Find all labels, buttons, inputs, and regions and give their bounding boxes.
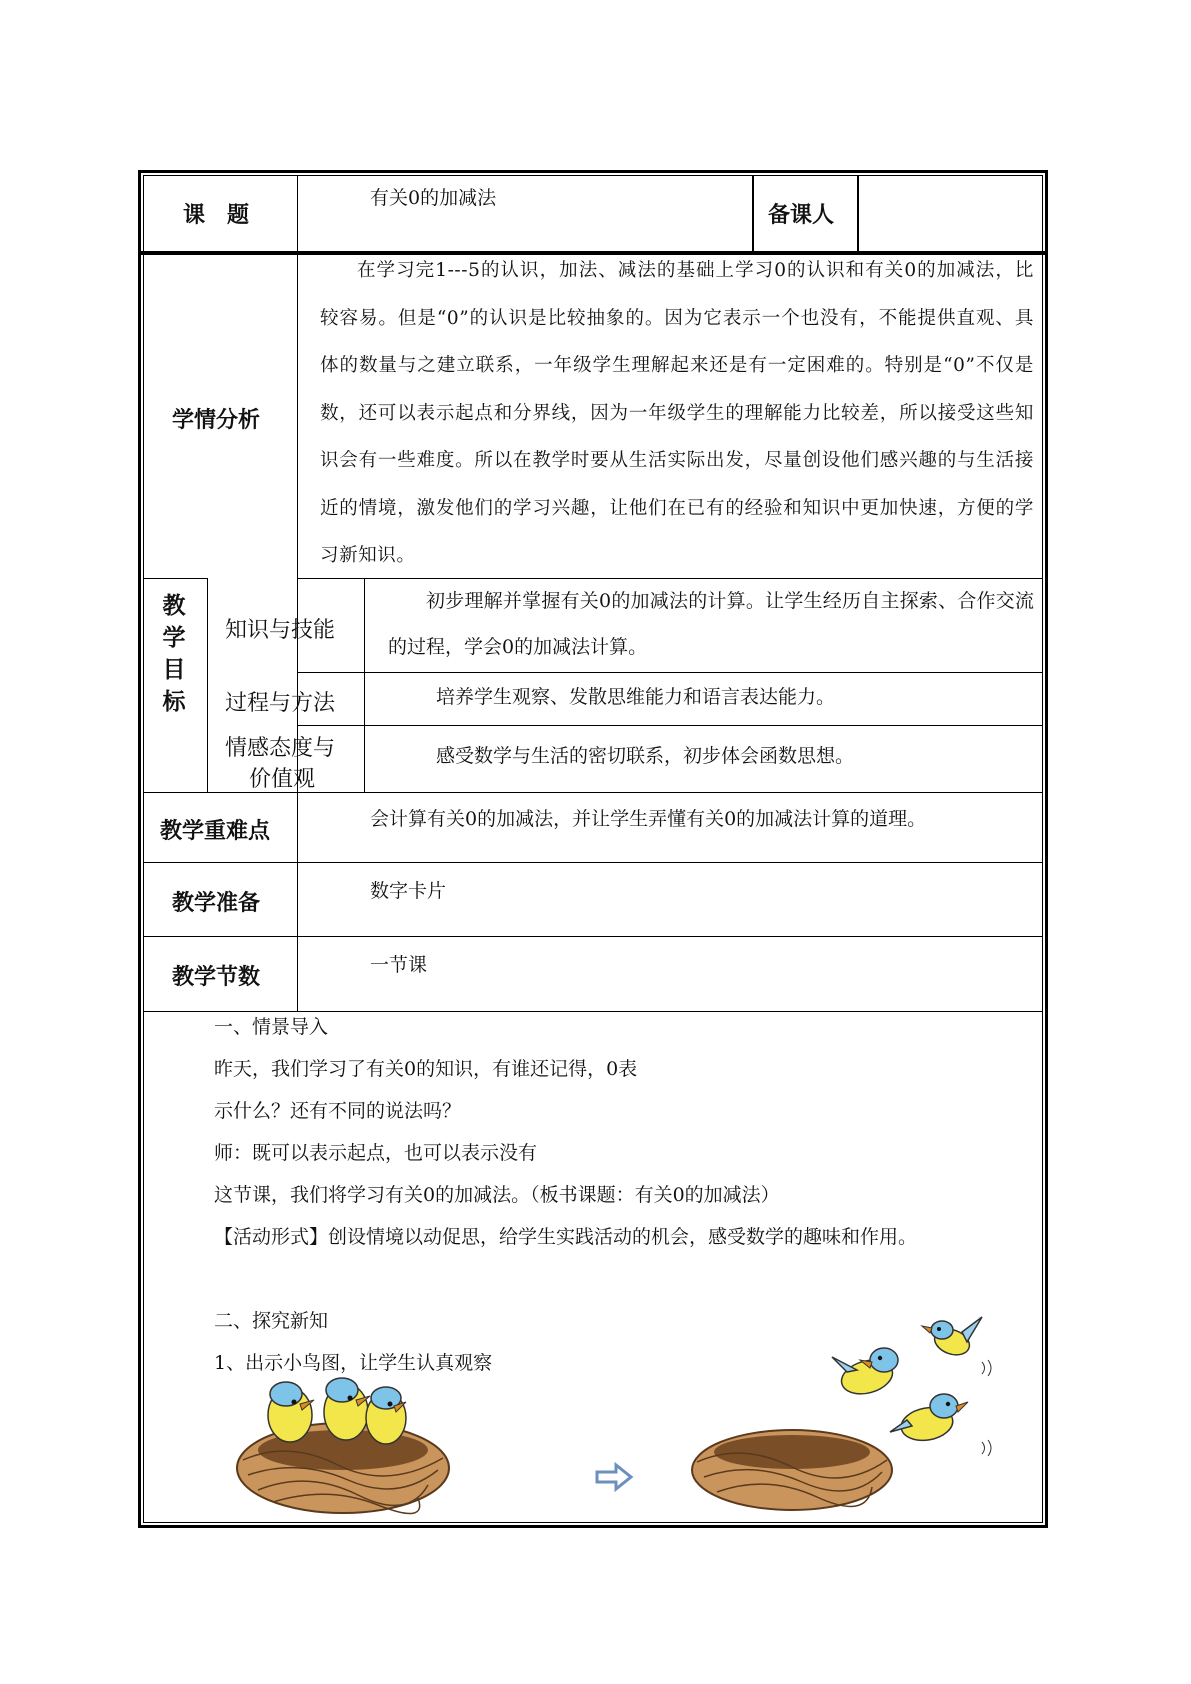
arrow-right-icon (594, 1462, 634, 1492)
periods-label: 教学节数 (172, 965, 261, 990)
preparer-label: 备课人 (768, 203, 835, 228)
row-separator (143, 862, 1043, 863)
preparation-label: 教学准备 (172, 891, 261, 916)
topic-label: 课 题 (183, 203, 250, 228)
col-separator (297, 175, 298, 1011)
process-line: 这节课，我们将学习有关0的加减法。（板书课题：有关0的加减法） (214, 1184, 780, 1206)
goals-label: 教 学 目 标 (162, 593, 186, 715)
topic-value: 有关0的加减法 (370, 187, 497, 209)
goal-text-attitude: 感受数学与生活的密切联系，初步体会函数思想。 (436, 745, 855, 767)
goal-name-attitude-1: 情感态度与 (225, 736, 336, 761)
col-separator (364, 578, 365, 792)
goal-name-process: 过程与方法 (225, 691, 336, 716)
row-separator (207, 725, 1043, 726)
process-line: 昨天，我们学习了有关0的知识，有谁还记得，0表 (214, 1058, 638, 1080)
preparation-text: 数字卡片 (370, 880, 447, 902)
periods-text: 一节课 (370, 954, 428, 976)
goal-name-knowledge: 知识与技能 (225, 618, 336, 643)
nest-with-birds-illustration (228, 1370, 458, 1520)
goal-text-process: 培养学生观察、发散思维能力和语言表达能力。 (436, 686, 836, 708)
empty-nest-flying-birds-illustration (682, 1302, 1002, 1522)
analysis-label: 学情分析 (172, 408, 261, 433)
col-separator (857, 175, 859, 253)
goal-text-knowledge: 初步理解并掌握有关0的加减法的计算。让学生经历自主探索、合作交流的过程，学会0的加减法计算。 (388, 590, 1034, 658)
process-line: 师：既可以表示起点，也可以表示没有 (214, 1142, 538, 1164)
row-separator (207, 672, 1043, 673)
process-line: 【活动形式】创设情境以动促思，给学生实践活动的机会，感受数学的趣味和作用。 (214, 1226, 918, 1248)
section-explore-heading: 二、探究新知 (214, 1310, 329, 1332)
section-intro-heading: 一、情景导入 (214, 1016, 329, 1038)
keypoints-text: 会计算有关0的加减法，并让学生弄懂有关0的加减法计算的道理。 (370, 808, 927, 830)
keypoints-label: 教学重难点 (160, 819, 271, 844)
goal-name-attitude-2: 价值观 (249, 767, 316, 792)
row-separator (143, 936, 1043, 937)
process-line: 示什么？还有不同的说法吗？ (214, 1100, 462, 1122)
analysis-text: 在学习完1---5的认识，加法、减法的基础上学习0的认识和有关0的加减法，比较容易。但是“0”的认识是比较抽象的。因为它表示一个也没有，不能提供直观、具体的数量与之建立联系，一年级学生理解起来还是有一定困难的。特别是“0”不仅是数，还可以表示起点和分界线，因为一年级学生的理解能力比较差，所以接受这些知识会有一些难度。所以在教学时要从生活实际出发，尽量创设他们感兴趣的与生活接近的情境，激发他们的学习兴趣，让他们在已有的经验和知识中更加快速，方便的学习新知识。 (320, 260, 1034, 566)
col-separator (752, 175, 754, 253)
process-line: 1、出示小鸟图，让学生认真观察 (214, 1352, 493, 1374)
